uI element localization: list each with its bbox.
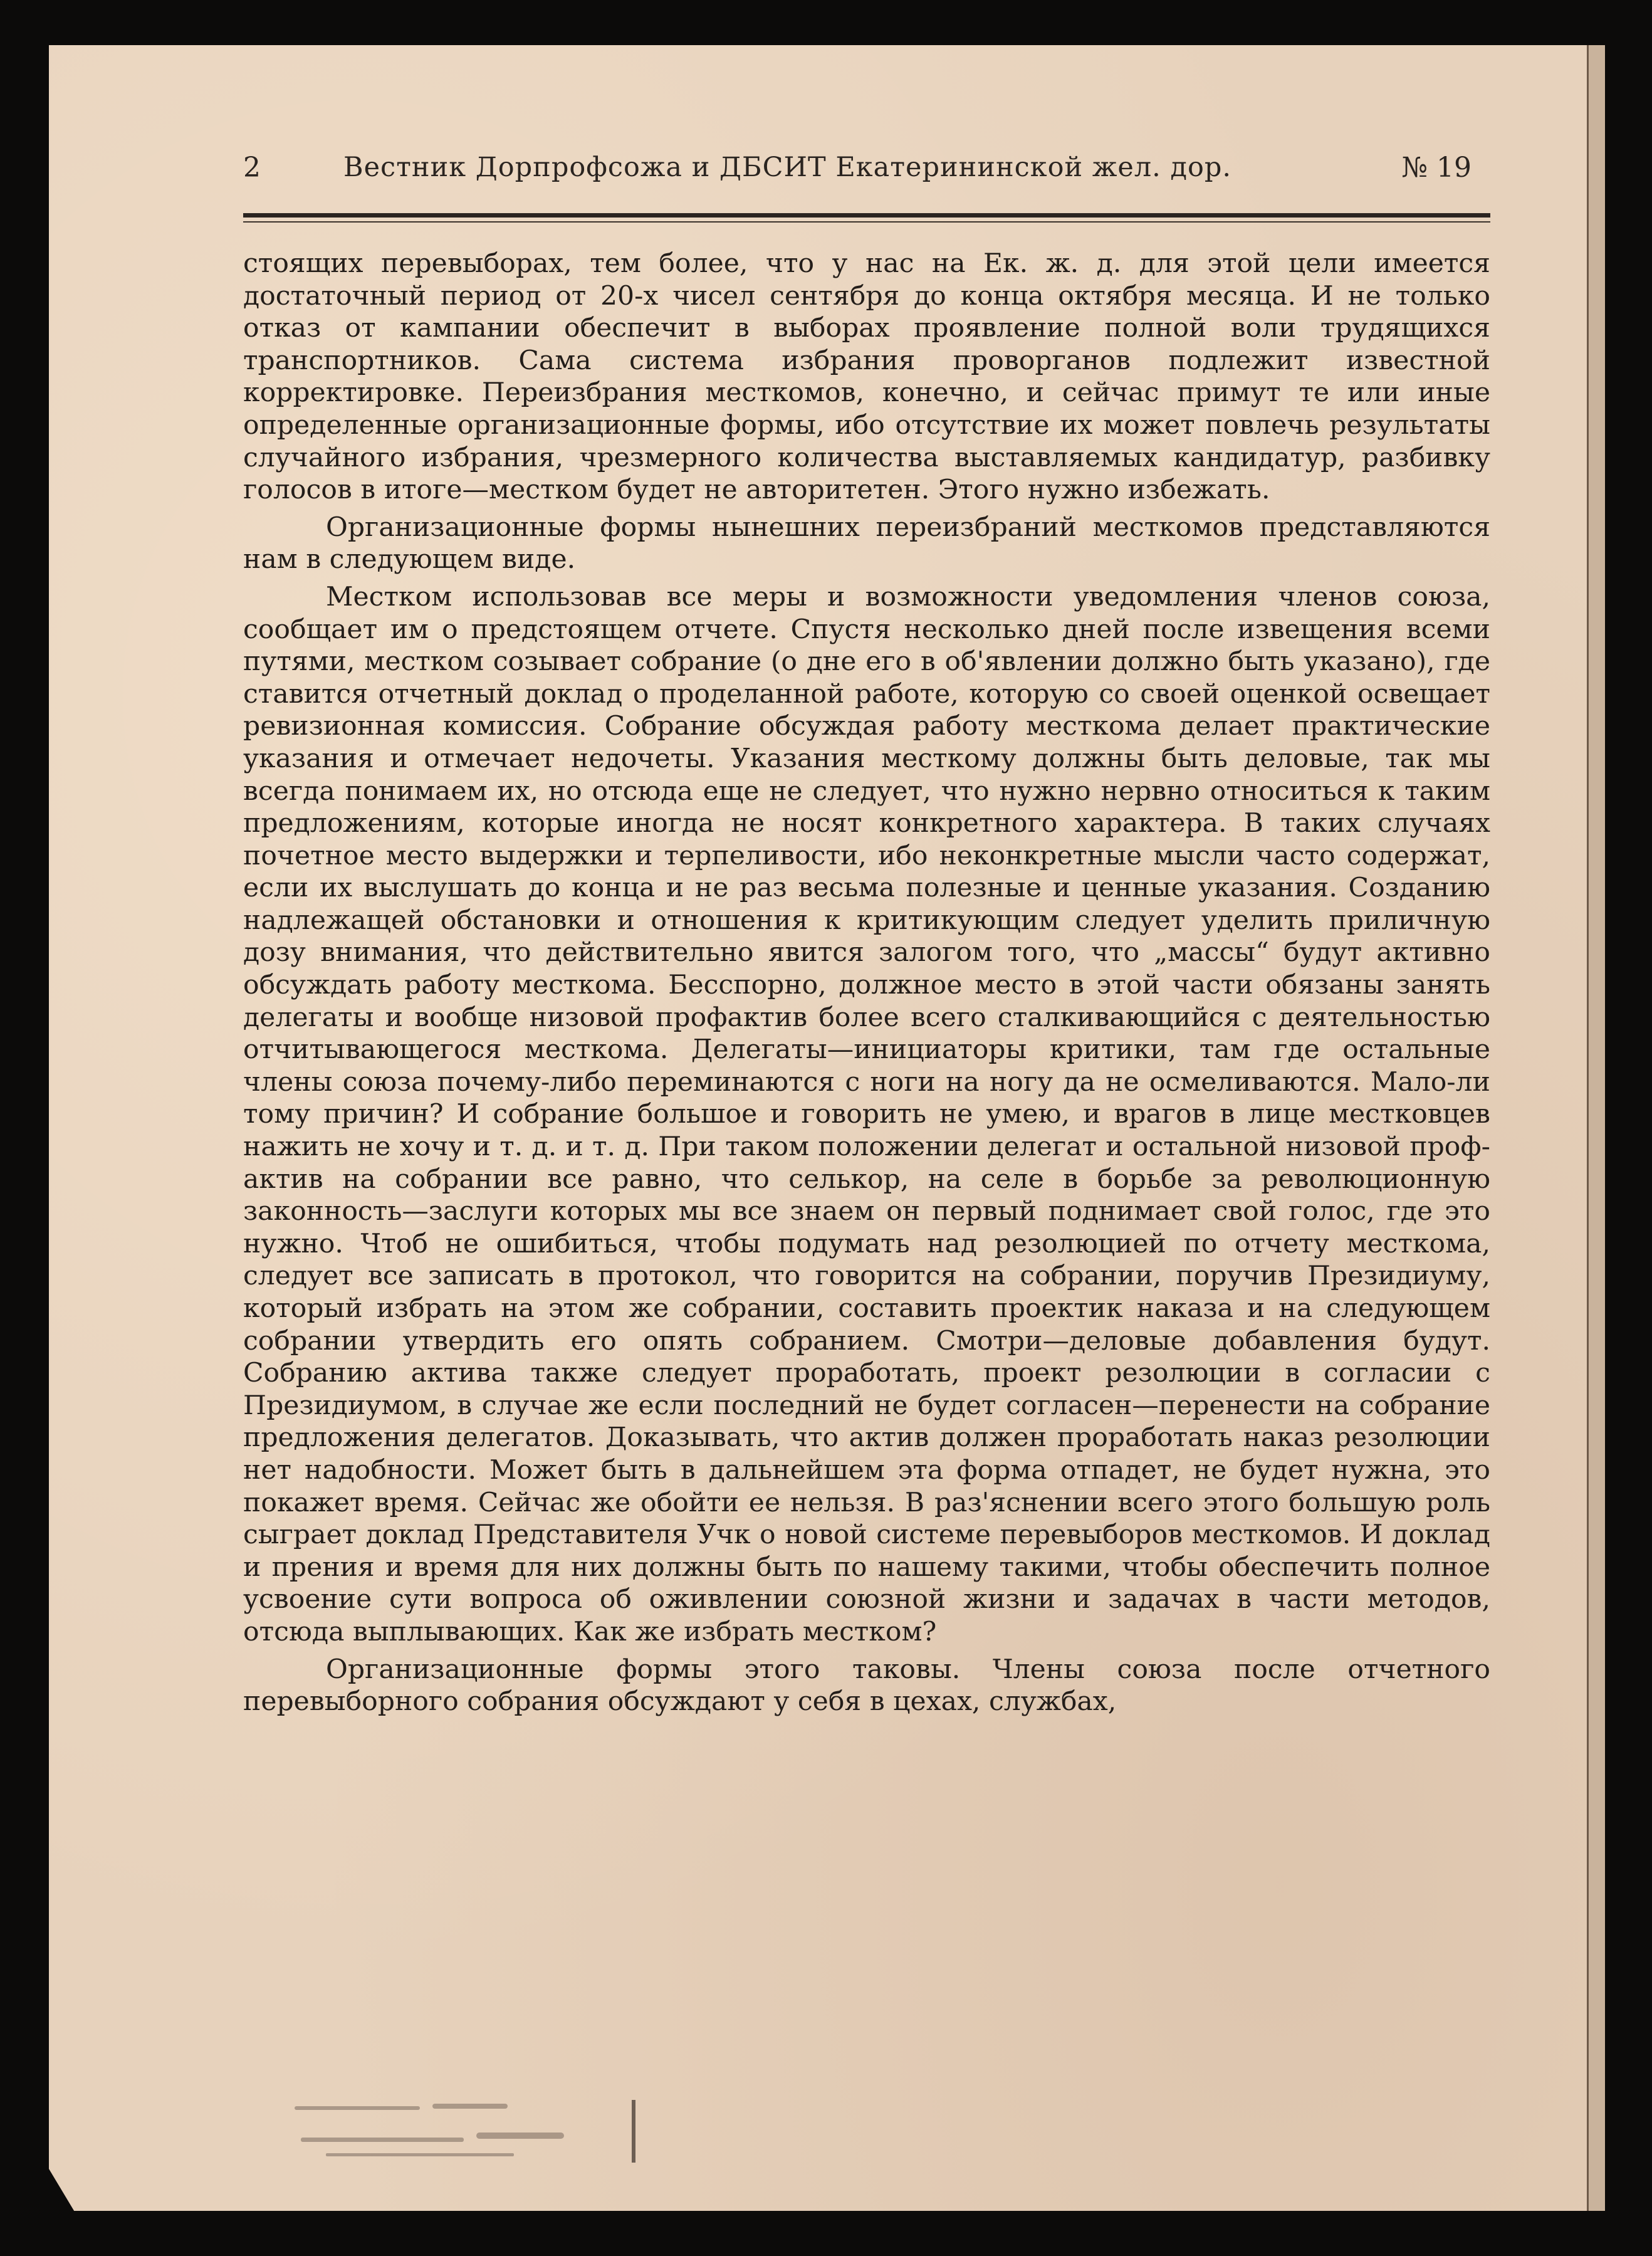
paragraph: Организационные формы нынешних переизбраний месткомов представляются нам в следующем виде. bbox=[243, 512, 1490, 575]
issue-number: № 19 bbox=[1401, 152, 1472, 184]
header-rule-thick bbox=[243, 213, 1490, 218]
page-number: 2 bbox=[243, 152, 261, 184]
running-head bbox=[243, 143, 1490, 199]
journal-title: Вестник Дорпрофсожа и ДБСИТ Екатерининской жел. дор. bbox=[343, 152, 1232, 183]
torn-corner bbox=[38, 2150, 75, 2213]
ink-smudge-marks bbox=[288, 2094, 639, 2169]
paragraph: Местком использовав все меры и возможности уведомления членов союза, сообщает им о предстоящем отчете. Спустя несколько дней после извещения всеми путями, местком созывает собрание (о дне его в об'явлении должно быть указано), где ставится отчетный доклад о проделанной работе, которую со своей оценкой освещает ревизионная комиссия. Собрание обсуждая работу месткома делает практические указания и отмечает недочеты. Указания месткому должны быть деловые, так мы всегда понимаем их, но отсюда еще не следует, что нужно нервно относиться к таким предложениям, которые иногда не носят конкретного характера. В таких случаях почетное место выдержки и терпеливости, ибо неконкретные мысли часто содержат, если их выслушать до конца и не раз весьма полезные и ценные указания. Созданию надлежащей обстановки и отношения к критикующим следует уделить приличную дозу внимания, что действительно явится залогом того, что „массы“ будут активно обсуждать работу месткома. Бесспорно, должное место в этой части обязаны занять делегаты и вообще низовой профактив более всего сталкивающийся с деятельностью отчитывающегося месткома. Делегаты—инициаторы критики, там где остальные члены союза почему-либо переминаются с ноги на ногу да не осмеливаются. Мало-ли тому причин? И собрание большое и говорить не умею, и врагов в лице местковцев нажить не хочу и т. д. и т. д. При таком положении делегат и остальной низовой проф-актив на собрании все равно, что селькор, на селе в борьбе за революционную законность—заслуги которых мы все знаем он первый поднимает свой голос, где это нужно. Чтоб не ошибиться, чтобы подумать над резолюцией по отчету месткома, следует все записать в протокол, что говорится на собрании, поручив Президиуму, который избрать на этом же собрании, составить проектик наказа и на следующем собрании утвердить его опять собранием. Смотри—деловые добавления будут. Собранию актива также следует проработать, проект резолюции в согласии с Президиумом, в случае же если последний не будет согласен—перенести на собрание предложения делегатов. Доказывать, что актив должен проработать наказ резолюции нет надобности. Может быть в дальнейшем эта форма отпадет, не будет нужна, это покажет время. Сейчас же обойти ее нельзя. В раз'яснении всего этого большую роль сыграет доклад Представителя Учк о новой системе перевыборов месткомов. И доклад и прения и время для них должны быть по нашему такими, чтобы обеспечить полное усвоение сути вопроса об оживлении союзной жизни и задачах в части методов, отсюда выплывающих. Как же избрать местком? bbox=[243, 581, 1490, 1647]
header-rule-thin bbox=[243, 221, 1490, 223]
paragraph-continuation: стоящих перевыборах, тем более, что у нас на Ек. ж. д. для этой цели имеется достаточный период от 20-х чисел сентября до конца октября месяца. И не только отказ от кампании обеспечит в выборах проявление полной воли трудящихся транспортников. Сама система избрания проворганов подлежит известной корректировке. Переизбрания месткомов, конечно, и сейчас примут те или иные определенные организационные формы, ибо отсутствие их может повлечь результаты случайного избрания, чрезмерного количества выставляемых кандидатур, разбивку голосов в итоге—местком будет не авторитетен. Этого нужно избежать. bbox=[243, 248, 1490, 506]
article-body bbox=[243, 248, 1490, 1718]
adjacent-page-edge bbox=[1587, 45, 1605, 2211]
paragraph: Организационные формы этого таковы. Члены союза после отчетного перевыборного собрания обсуждают у себя в цехах, службах, bbox=[243, 1654, 1490, 1718]
